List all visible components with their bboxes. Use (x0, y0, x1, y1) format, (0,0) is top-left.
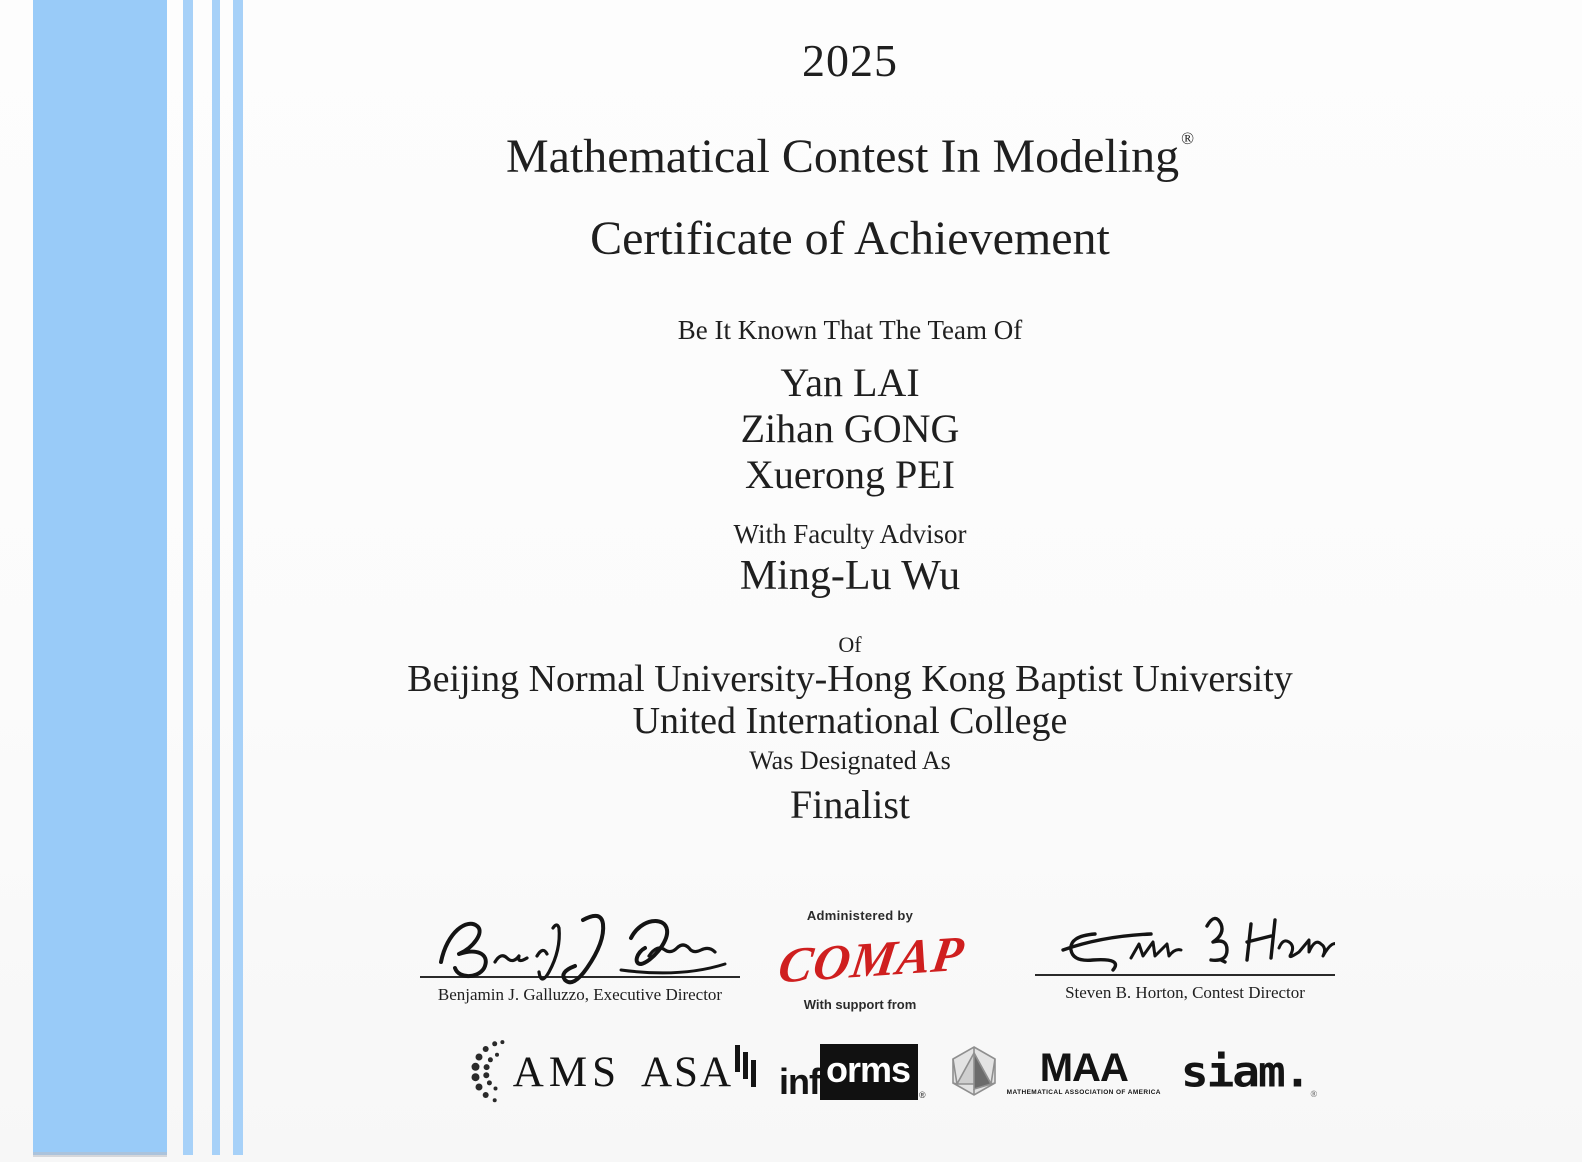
contest-title (250, 110, 1450, 186)
maa-label: MAA (1039, 1045, 1128, 1090)
executive-director-signature-block (420, 898, 740, 1006)
left-blue-band (33, 0, 167, 1155)
contest-year: 2025 (802, 35, 898, 86)
left-stripe-3 (233, 0, 243, 1155)
maa-icosahedron-icon (946, 1044, 1002, 1100)
signature-line (1035, 974, 1335, 976)
team-member-2: Zihan GONG (740, 406, 960, 451)
advisor-intro-text: With Faculty Advisor (733, 519, 967, 549)
maa-caption: MATHEMATICAL ASSOCIATION OF AMERICA (1006, 1088, 1161, 1096)
maa-text-block (1006, 1045, 1161, 1096)
designation-result: Finalist (789, 782, 911, 827)
certificate-subtitle: Certificate of Achievement (590, 212, 1110, 265)
institution-line-2: United International College (632, 700, 1068, 742)
comap-logo: COMAP (775, 924, 969, 994)
of-label: Of (838, 632, 862, 657)
registered-mark: ® (1181, 129, 1195, 148)
asa-logo (641, 1048, 759, 1097)
team-member-3: Xuerong PEI (745, 452, 955, 497)
sponsor-logo-row (512, 1036, 1318, 1108)
executive-director-name: Benjamin J. Galluzzo, Executive Director (437, 985, 723, 1004)
advisor-name: Ming-Lu Wu (739, 553, 961, 599)
designation-intro-text: Was Designated As (749, 746, 951, 775)
left-stripe-1 (183, 0, 193, 1155)
contest-title-text: Mathematical Contest In Modeling (505, 130, 1180, 183)
support-from-label: With support from (803, 997, 917, 1012)
informs-label-boxed: orms (820, 1044, 918, 1100)
institution-line-1: Beijing Normal University-Hong Kong Baptist University (407, 658, 1293, 700)
informs-label-prefix: inf (779, 1061, 820, 1102)
siam-label: siam. (1180, 1047, 1310, 1097)
administered-by-block (775, 908, 969, 1012)
team-member-1: Yan LAI (780, 360, 920, 405)
informs-registered-mark: ® (919, 1090, 926, 1100)
team-member-list (250, 360, 1450, 498)
band-bottom-shadow (33, 1152, 167, 1157)
maa-logo (946, 1044, 1161, 1100)
ams-label: AMS (512, 1048, 621, 1096)
informs-logo (779, 1044, 926, 1100)
left-stripe-2 (212, 0, 220, 1155)
team-intro-text: Be It Known That The Team Of (677, 315, 1023, 345)
contest-director-name: Steven B. Horton, Contest Director (1065, 983, 1305, 1002)
contest-director-signature-block (1035, 900, 1335, 1004)
asa-label: ASA (640, 1048, 734, 1096)
certificate-body (250, 0, 1450, 828)
ams-dots-icon (453, 1036, 511, 1108)
ams-logo (453, 1036, 621, 1108)
siam-registered-mark: ® (1310, 1089, 1318, 1099)
siam-logo (1181, 1045, 1317, 1099)
administered-by-label: Administered by (806, 908, 914, 923)
asa-bars-icon (735, 1045, 759, 1091)
